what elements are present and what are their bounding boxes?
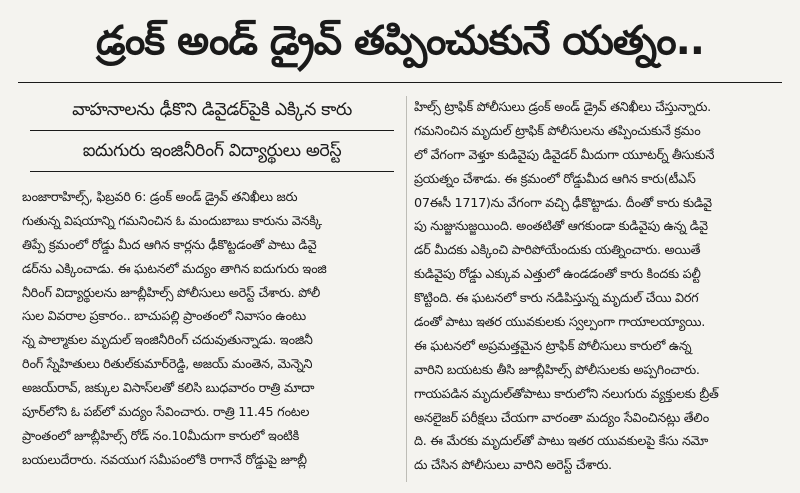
article-text-line: గమనించిన మృదుల్ ట్రాఫిక్ పోలీసులను తప్పించుకునే క్రమం — [414, 123, 701, 139]
article-text-line: 07ఈసీ 1717)ను వేగంగా వచ్చి ఢీకొట్టాడు. దీంతో కారు కుడివై — [414, 195, 712, 211]
article-text-line: అజయ్‌రావ్, జక్కుల విసాస్‌లతో కలిసి బుధవారం రాత్రి మాదా — [22, 381, 315, 397]
article-text-line: డర్ మీదకు ఎక్కించి పారిపోయేందుకు యత్నించారు. అయితే — [414, 243, 701, 259]
article-left-column — [22, 96, 402, 488]
article-text-line: దు చేసిన పోలీసులు వారిని అరెస్ట్ చేశారు. — [414, 458, 612, 474]
article-text-line: సుల వివరాల ప్రకారం.. బాచుపల్లి ప్రాంతంలో నివాసం ఉంటు — [22, 309, 306, 325]
subheadline-2: ఐదుగురు ఇంజినీరింగ్ విద్యార్థులు అరెస్ట్ — [82, 141, 342, 161]
article-text-line: అనలైజర్ పరీక్షలు చేయగా వారంతా మద్యం సేవించినట్లు తేలిం — [414, 410, 709, 426]
article-text-line: హిల్స్ ట్రాఫిక్ పోలీసులు డ్రంక్ అండ్ డ్రైవ్ తనిఖీలు చేస్తున్నారు. — [414, 100, 711, 115]
article-text-line: ది. ఈ మేరకు మృదుల్‌తో పాటు ఇతర యువకులపై కేసు నమో — [414, 434, 709, 450]
article-text-line: పూర్‌లోని ఓ పబ్‌లో మద్యం సేవించారు. రాత్రి 11.45 గంటల — [22, 405, 310, 421]
article-text-line: వారిని బయటకు తీసి జూబ్లీహిల్స్ పోలీసులకు అప్పగించారు. — [414, 362, 700, 378]
article-text-line: పు నుజ్జునుజ్జయింది. అంతటితో ఆగకుండా కుడివైపు ఉన్న డివై — [414, 219, 708, 235]
article-text-line: కుడివైపు రోడ్డు ఎక్కువ ఎత్తులో ఉండడంతో కారు కిందకు పల్టీ — [414, 267, 701, 283]
article-text-line: డంతో పాటు ఇతర యువకులకు స్వల్పంగా గాయాలయ్యాయి. — [414, 315, 705, 331]
article-text-line: బంజారాహిల్స్, ఫిబ్రవరి 6: డ్రంక్ అండ్ డ్రైవ్ తనిఖీలు జరు — [22, 190, 298, 205]
article-text-line: కొట్టింది. ఈ ఘటనలో కారు నడిపిస్తున్న మృదుల్ చేయి విరగ — [414, 291, 699, 307]
article-text-line: ఈ ఘటనలో అప్రమత్తమైన ట్రాఫిక్ పోలీసులు కారులో ఉన్న — [414, 338, 692, 354]
article-text-line: నీరింగ్ విద్యార్థులను జూబ్లీహిల్స్ పోలీసులు అరెస్ట్ చేశారు. పోలీ — [22, 285, 320, 301]
article-text-line: ప్రాంతంలో జూబ్లీహిల్స్ రోడ్ నం.10మీదుగా కారులో ఇంటికి — [22, 428, 299, 444]
article-text-line: గుతున్న విషయాన్ని గమనించిన ఓ మందుబాబు కారును వెనక్కి — [22, 213, 322, 229]
column-divider — [406, 96, 407, 482]
article-text-line: న్న పాల్మాకుల మృదుల్ ఇంజినీరింగ్ చదువుతున్నాడు. ఇంజినీ — [22, 333, 313, 349]
headline: డ్రంక్ అండ్ డ్రైవ్ తప్పించుకునే యత్నం.. — [95, 18, 704, 64]
subheadline-1: వాహనాలను ఢీకొని డివైడర్‌పైకి ఎక్కిన కారు — [72, 100, 352, 120]
article-text-line: రింగ్ స్నేహితులు రితుల్‌కుమార్‌రెడ్డి, అజయ్ మంతెన, మెన్నెని — [22, 357, 313, 373]
headline-divider — [18, 82, 782, 83]
article-text-line: డర్‌ను ఎక్కించాడు. ఈ ఘటనలో మద్యం తాగిన ఐదుగురు ఇంజి — [22, 261, 327, 277]
article-right-column — [414, 96, 784, 488]
subheadline-divider-1 — [30, 130, 394, 131]
article-text-line: లో వేగంగా వెళ్తూ కుడివైపు డివైడర్ మీదుగా యూటర్న్ తీసుకునే — [414, 147, 715, 163]
article-text-line: బయలుదేరారు. నవయుగ సమీపంలోకి రాగానే రోడ్డుపై జూబ్లీ — [22, 452, 307, 468]
left-column-text — [22, 186, 402, 473]
right-column-text — [414, 96, 784, 478]
article-text-line: గాయపడిన మృదుల్‌తోపాటు కారులోని నలుగురు వ్యక్తులకు బ్రీత్ — [414, 386, 719, 402]
subheadline-divider-2 — [30, 171, 394, 172]
article-text-line: ప్రయత్నం చేశాడు. ఈ క్రమంలో రోడ్డుమీద ఆగిన కారు(టీఎస్ — [414, 171, 696, 187]
article-text-line: తిప్పే క్రమంలో రోడ్డు మీద ఆగిన కార్లను ఢీకొట్టడంతో పాటు డివై — [22, 237, 317, 253]
